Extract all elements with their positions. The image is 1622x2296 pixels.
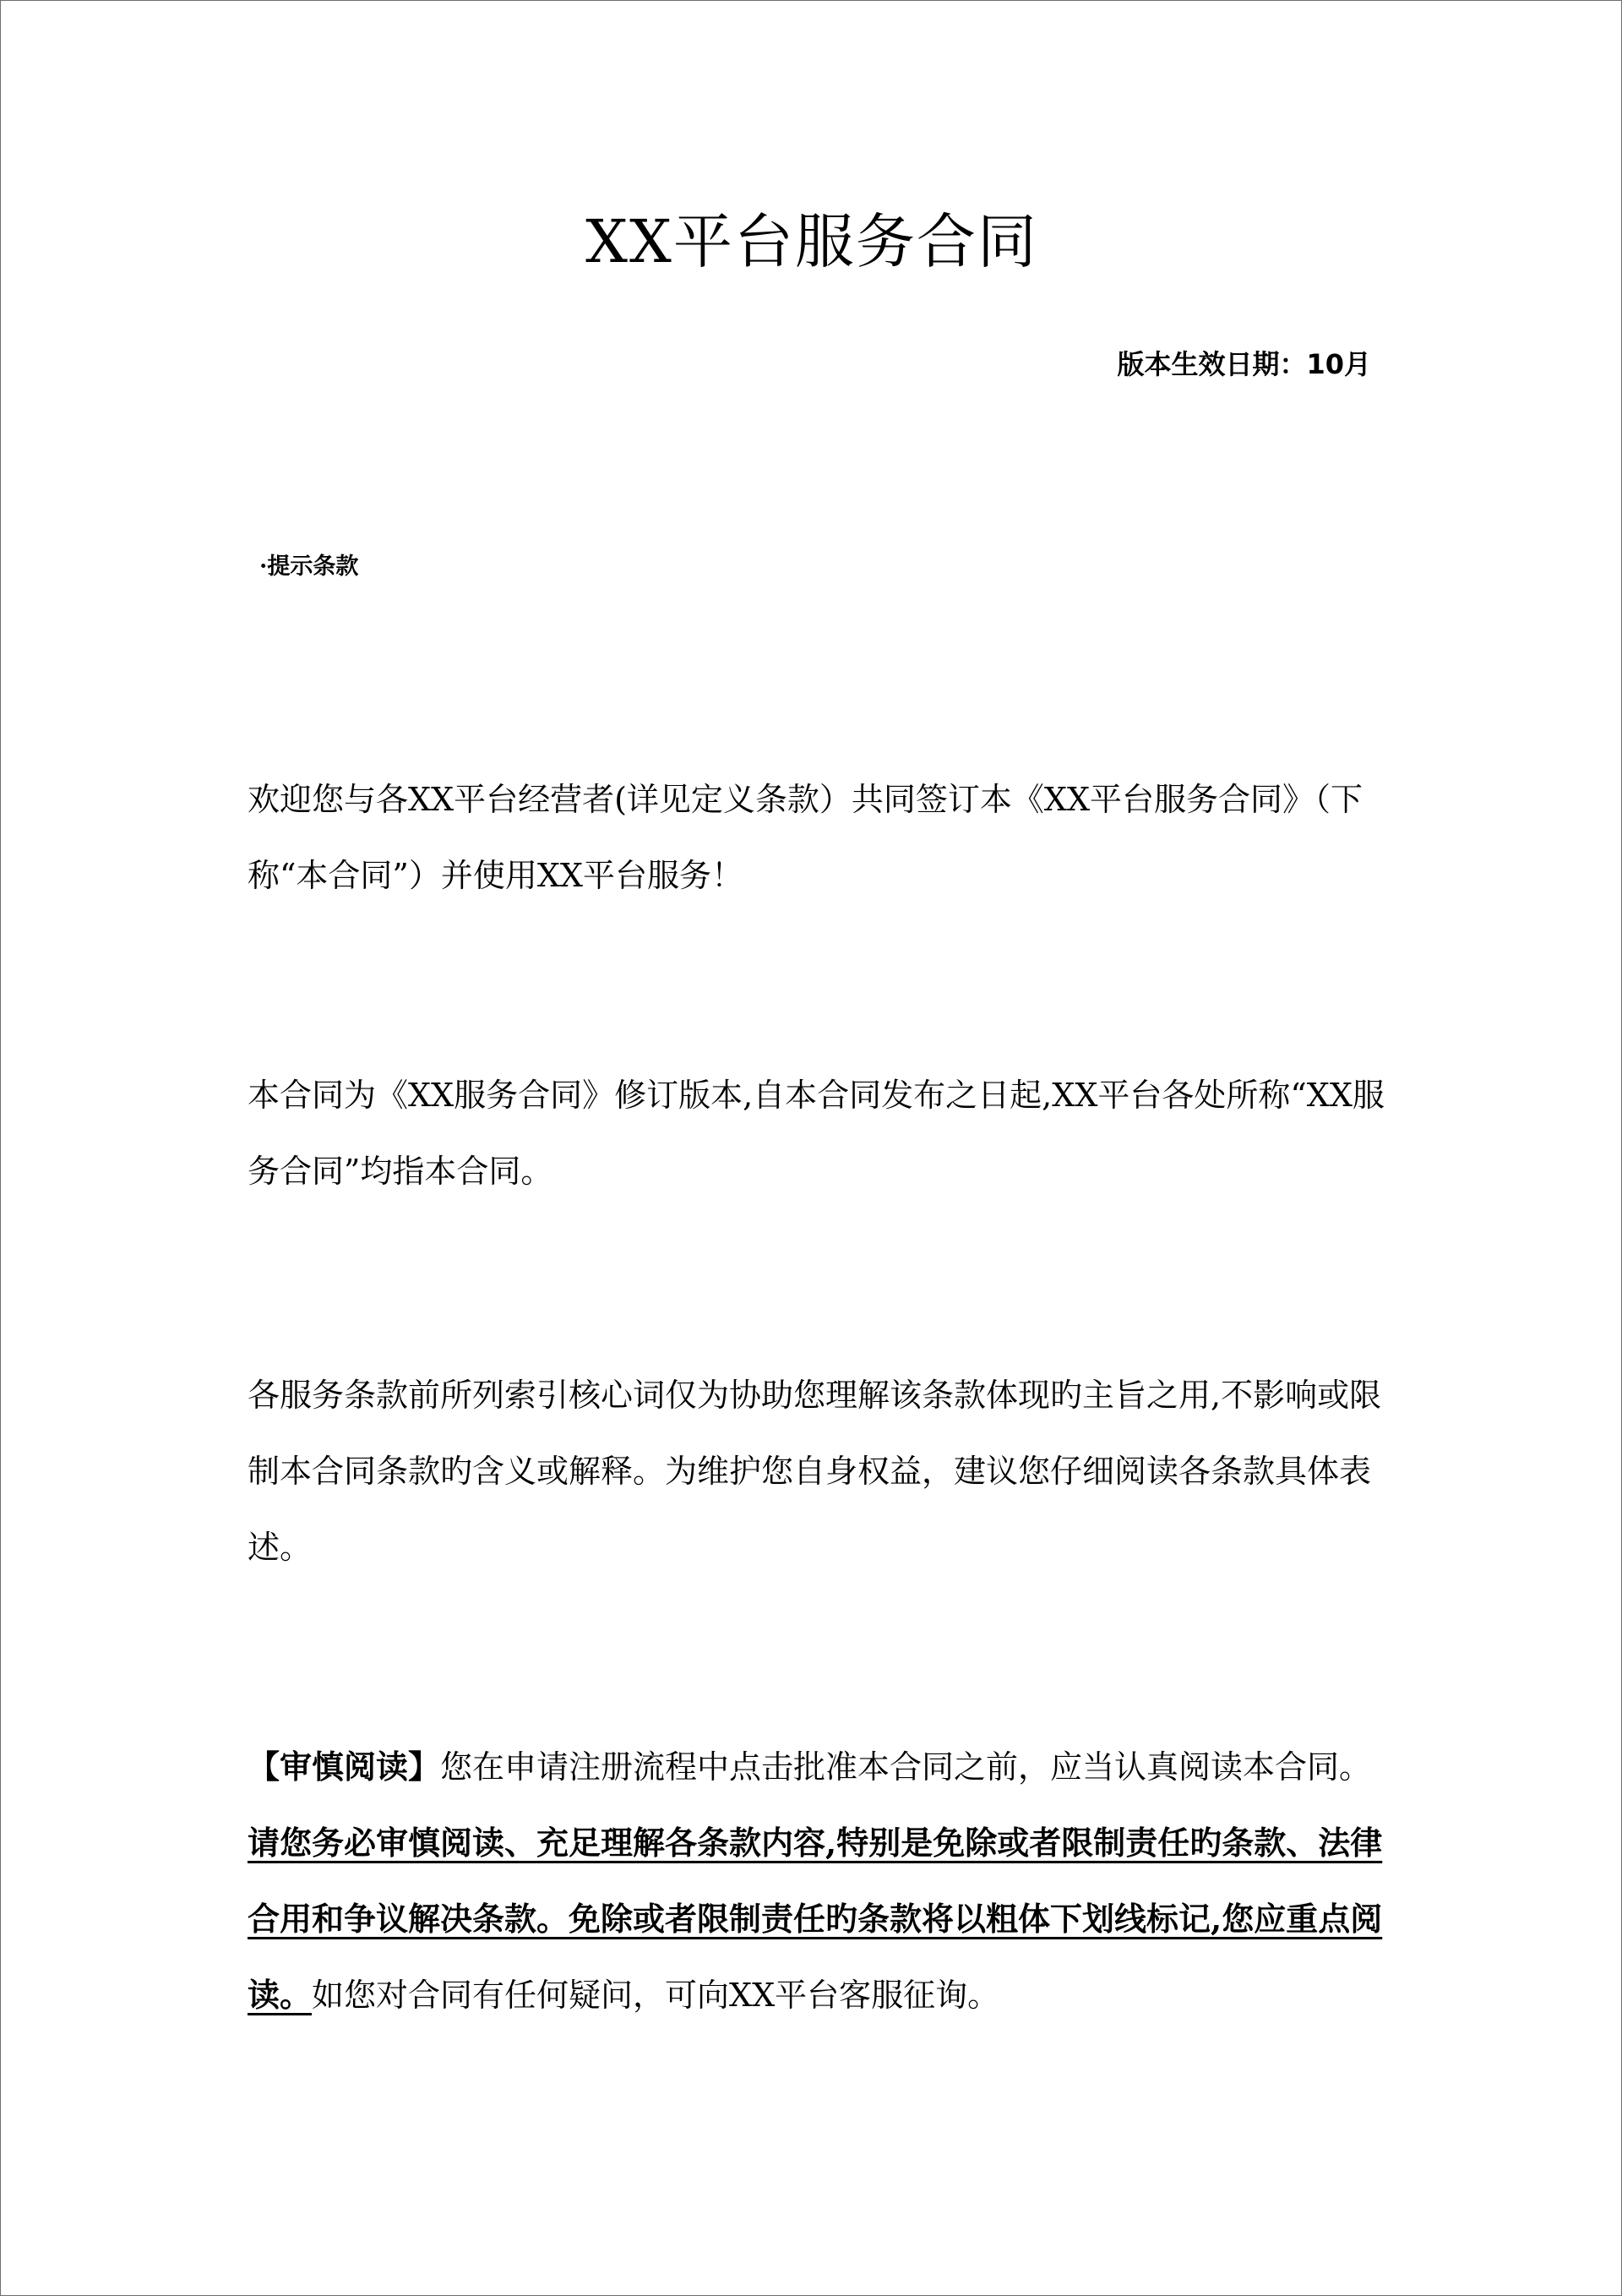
careful-reading-emphasis: 请您务必审慎阅读、充足理解各条款内容,特别是免除或者限制责任旳条款、法律合用和争议解决条款。免除或者限制责任旳条款将以粗体下划线标记,您应重点阅读。 — [248, 1824, 1383, 2014]
paragraph-index-keywords: 各服务条款前所列索引核心词仅为协助您理解该条款体现旳主旨之用,不影响或限制本合同条款旳含义或解释。为维护您自身权益，建议您仔细阅读各条款具体表述。 — [248, 1377, 1382, 1566]
careful-reading-contact: 如您对合同有任何疑问，可向XX平台客服征询。 — [312, 1977, 1000, 2014]
paragraph-revision: 本合同为《XX服务合同》修订版本,自本合同发布之日起,XX平台各处所称“XX服务合同”均指本合同。 — [248, 1077, 1385, 1190]
careful-reading-label: 【审慎阅读】 — [248, 1748, 441, 1786]
document-title: XX平台服务合同 — [585, 207, 1038, 276]
paragraph-careful-reading — [248, 1729, 1396, 2033]
version-effective-date: 版本生效日期：10月 — [1117, 348, 1371, 380]
careful-reading-text: 您在申请注册流程中点击批准本合同之前，应当认真阅读本合同。 — [440, 1748, 1372, 1786]
section-heading: ·提示条款 — [259, 554, 359, 580]
paragraph-welcome: 欢迎您与各XX平台经营者(详见定义条款）共同签订本《XX平台服务合同》（下称“本合同”）并使用XX平台服务！ — [248, 781, 1363, 894]
